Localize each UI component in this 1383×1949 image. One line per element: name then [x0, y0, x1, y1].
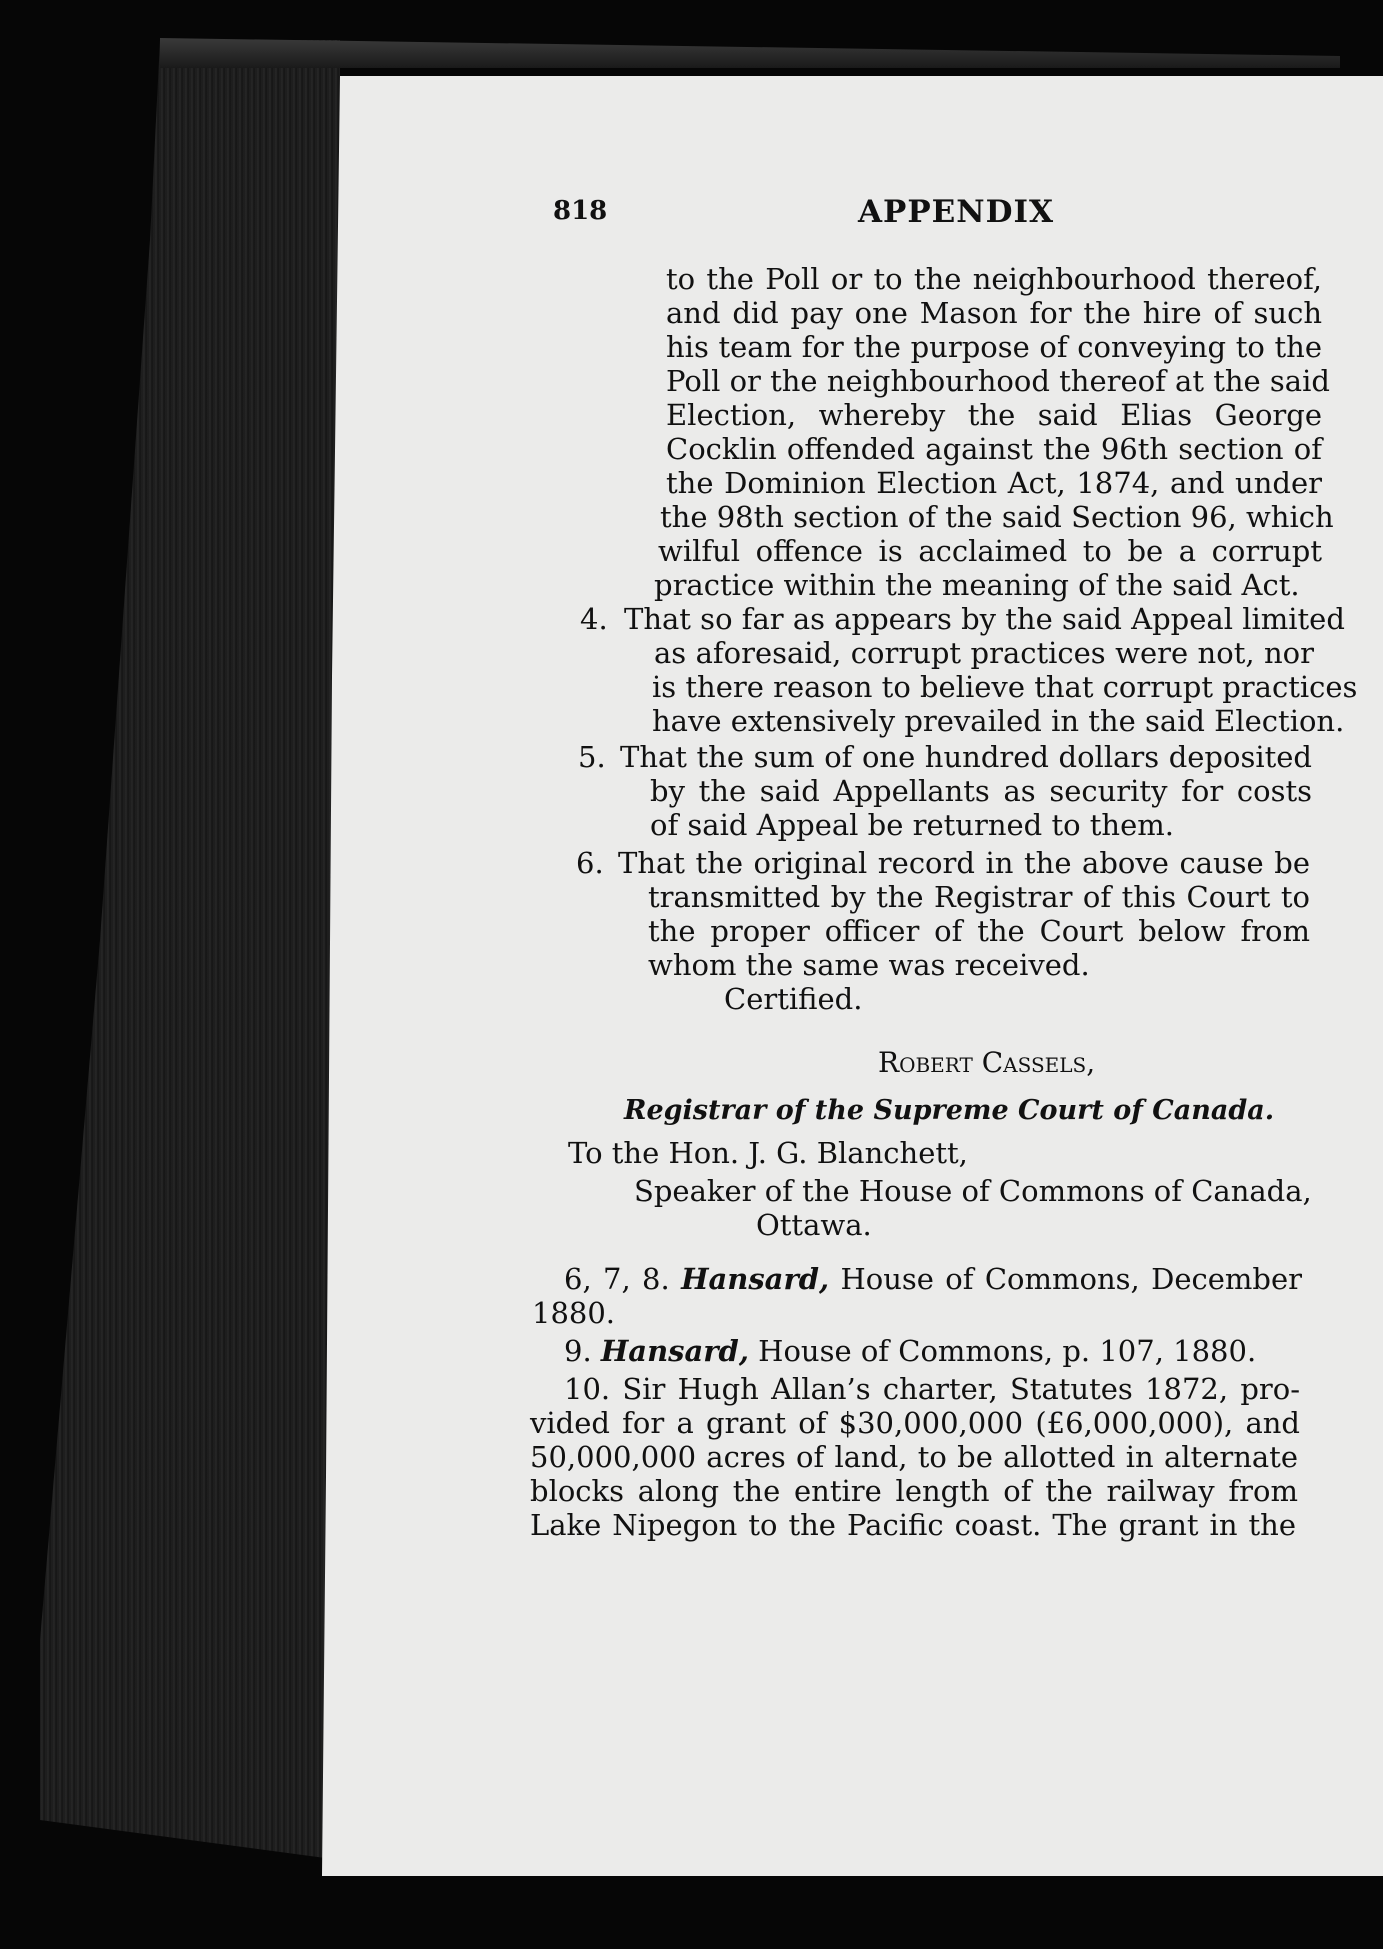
note-6-7-8-continued: 1880.	[532, 1296, 616, 1330]
body-line: by the said Appellants as security for costs	[650, 774, 1312, 808]
address-line: To the Hon. J. G. Blanchett,	[568, 1136, 968, 1170]
item-number: 6.	[576, 846, 604, 880]
body-line: practice within the meaning of the said Act.	[654, 568, 1300, 602]
note-10-line: blocks along the entire length of the railway from	[530, 1474, 1298, 1508]
item-number: 5.	[578, 740, 606, 774]
note-10-line: Lake Nipegon to the Pacific coast. The grant in the	[530, 1508, 1296, 1542]
running-head: APPENDIX	[858, 194, 1055, 230]
body-line: have extensively prevailed in the said Election.	[652, 704, 1345, 738]
certified: Certified.	[724, 982, 863, 1016]
body-line: of said Appeal be returned to them.	[650, 808, 1174, 842]
body-line: the 98th section of the said Section 96, which	[660, 500, 1334, 534]
body-line: transmitted by the Registrar of this Court to	[648, 880, 1310, 914]
page-number: 818	[553, 196, 608, 226]
body-line: That the sum of one hundred dollars deposited	[620, 740, 1312, 774]
body-line: the Dominion Election Act, 1874, and under	[666, 466, 1322, 500]
address-line: Speaker of the House of Commons of Canada,	[634, 1174, 1312, 1208]
note-10-line: 10. Sir Hugh Allan’s charter, Statutes 1872, pro-	[564, 1372, 1300, 1406]
note-9: 9. Hansard, House of Commons, p. 107, 1880.	[564, 1334, 1257, 1368]
body-line: wilful offence is acclaimed to be a corrupt	[658, 534, 1322, 568]
body-line: to the Poll or to the neighbourhood thereof,	[666, 262, 1322, 296]
body-line: whom the same was received.	[648, 948, 1090, 982]
body-line: his team for the purpose of conveying to the	[666, 330, 1322, 364]
note-10-line: vided for a grant of $30,000,000 (£6,000,000), and	[530, 1406, 1300, 1440]
body-line: is there reason to believe that corrupt practices	[652, 670, 1358, 704]
body-line: and did pay one Mason for the hire of such	[666, 296, 1322, 330]
address-line: Ottawa.	[756, 1208, 872, 1242]
body-line: Poll or the neighbourhood thereof at the said	[666, 364, 1330, 398]
note-6-7-8: 6, 7, 8. Hansard, House of Commons, December	[564, 1262, 1302, 1296]
body-line: Election, whereby the said Elias George	[666, 398, 1322, 432]
body-line: as aforesaid, corrupt practices were not, nor	[654, 636, 1314, 670]
body-line: the proper officer of the Court below from	[648, 914, 1310, 948]
body-line: That so far as appears by the said Appeal limited	[624, 602, 1345, 636]
item-number: 4.	[580, 602, 608, 636]
body-line: Cocklin offended against the 96th section of	[666, 432, 1322, 466]
note-10-line: 50,000,000 acres of land, to be allotted in alternate	[530, 1440, 1298, 1474]
signature-title: Registrar of the Supreme Court of Canada.	[624, 1095, 1275, 1126]
body-line: That the original record in the above cause be	[618, 846, 1310, 880]
signature-name: Robert Cassels,	[878, 1046, 1096, 1079]
